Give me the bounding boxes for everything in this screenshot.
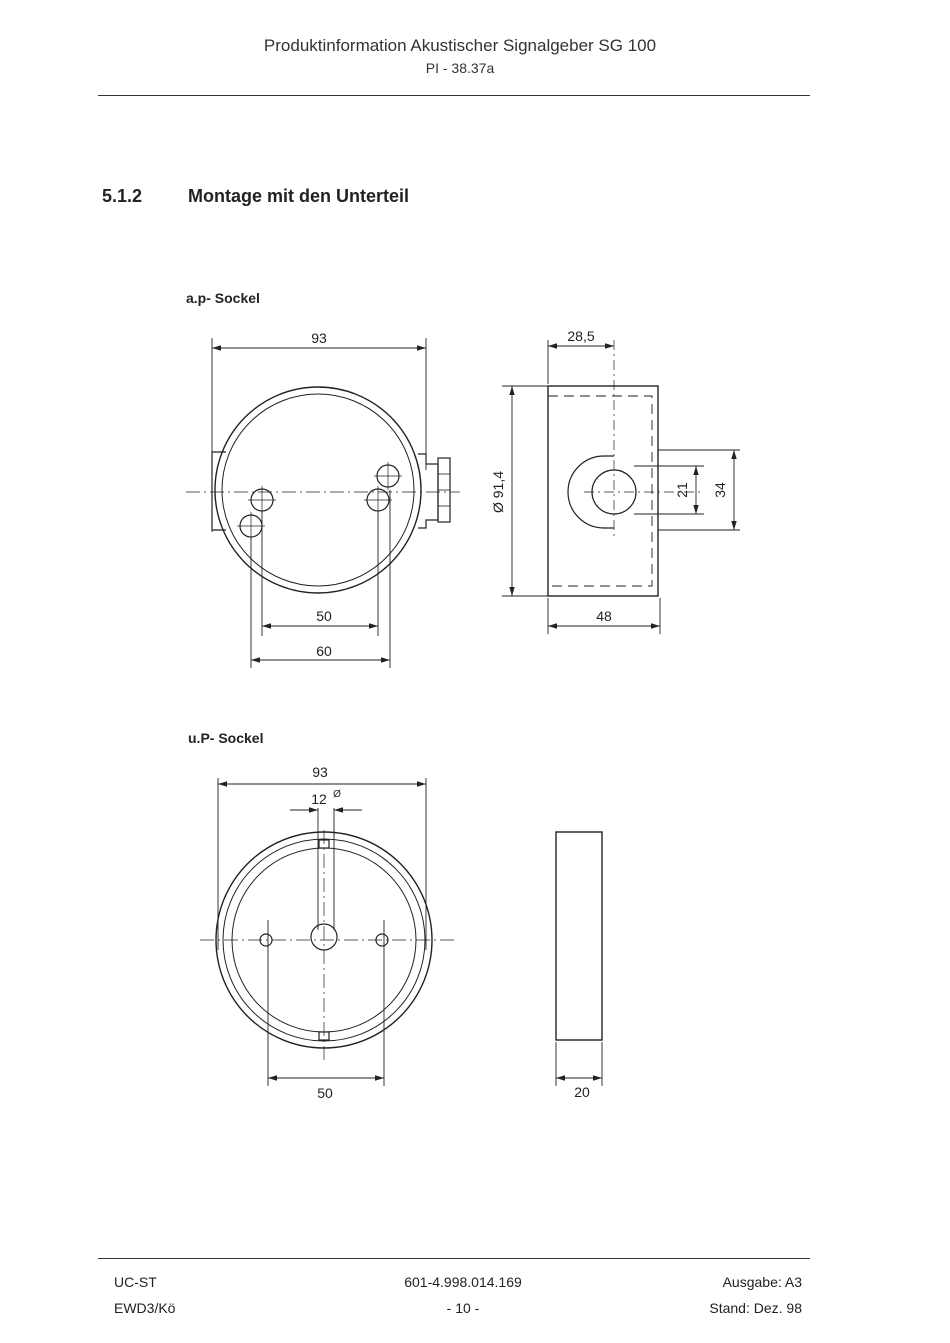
footer-department: UC-ST: [114, 1274, 157, 1290]
ap-dim-lug-inner: 21: [674, 482, 690, 498]
ap-side-view: [502, 340, 740, 634]
up-dim-center-hole: 12: [311, 791, 327, 807]
up-front-view: [200, 778, 456, 1086]
document-id: PI - 38.37a: [425, 60, 495, 76]
ap-dim-width: 93: [311, 330, 327, 346]
ap-dim-lug-outer: 34: [712, 482, 728, 498]
up-dim-depth: 20: [574, 1084, 590, 1100]
footer-page-number: - 10 -: [446, 1300, 480, 1316]
document-title: Produktinformation Akustischer Signalgeber SG 100: [263, 36, 657, 55]
up-sockel-label: u.P- Sockel: [188, 730, 264, 746]
ap-dim-side-top: 28,5: [567, 328, 595, 344]
up-dim-hole-spacing: 50: [317, 1085, 333, 1101]
footer-rule: [98, 1258, 810, 1259]
up-side-view: [556, 832, 602, 1086]
footer-date: Stand: Dez. 98: [709, 1300, 802, 1316]
ap-sockel-label: a.p- Sockel: [186, 290, 260, 306]
section-title: Montage mit den Unterteil: [188, 186, 410, 206]
ap-dim-side-bottom: 48: [596, 608, 612, 624]
footer-edition: Ausgabe: A3: [722, 1274, 802, 1290]
ap-dim-hole-inner: 50: [316, 608, 332, 624]
footer-author: EWD3/Kö: [114, 1300, 176, 1316]
up-dim-diameter-symbol: Ø: [333, 789, 341, 800]
footer-document-number: 601-4.998.014.169: [404, 1274, 522, 1290]
up-dim-width: 93: [312, 764, 328, 780]
ap-dim-hole-outer: 60: [316, 643, 332, 659]
section-number: 5.1.2: [102, 186, 143, 206]
ap-dim-diameter: Ø 91,4: [490, 470, 506, 514]
